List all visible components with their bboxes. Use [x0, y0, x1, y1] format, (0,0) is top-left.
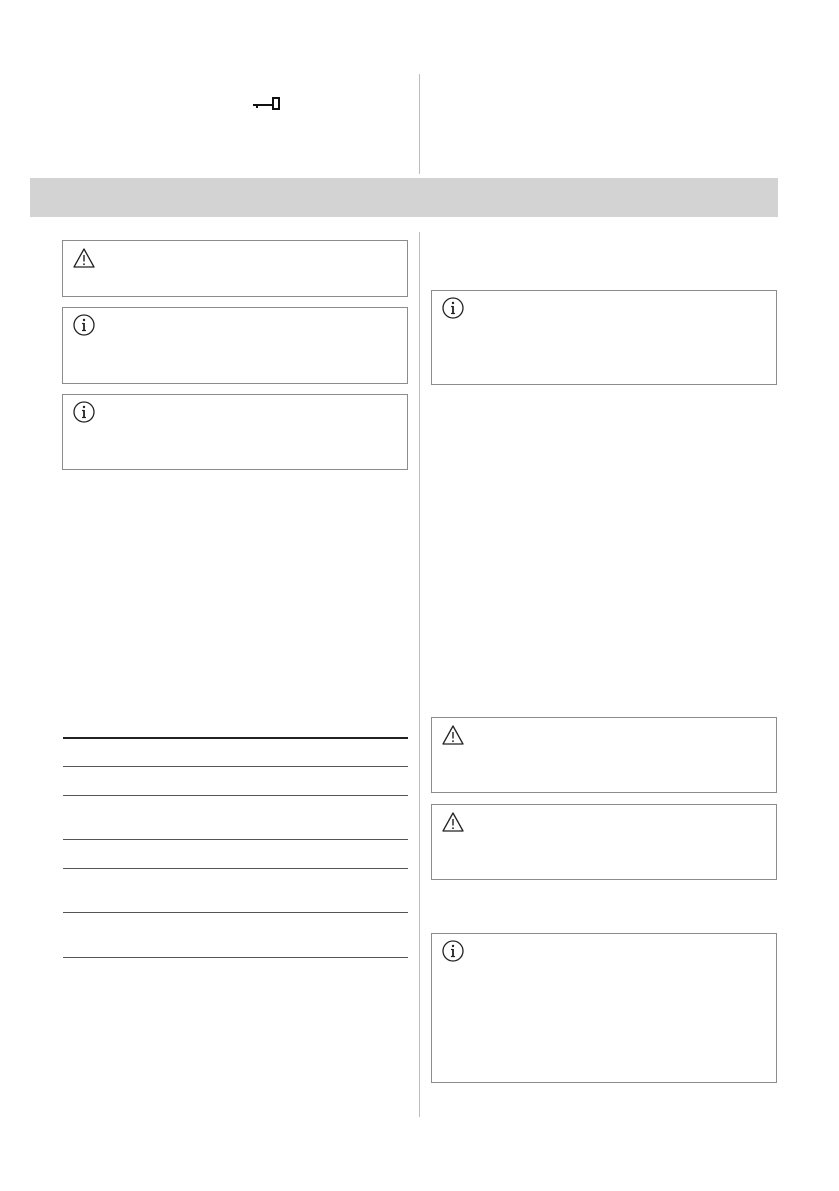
table-row-rule [63, 839, 408, 840]
column-divider [419, 232, 420, 1117]
info-icon [441, 939, 465, 963]
info-note-box [62, 394, 408, 470]
info-icon [441, 296, 465, 320]
warning-icon [72, 246, 96, 270]
warning-icon [441, 810, 465, 834]
warning-note-box [62, 240, 408, 297]
warning-note-box [431, 717, 777, 793]
table-bottom-rule [63, 957, 408, 958]
info-note-box [431, 290, 777, 385]
table-row-rule [63, 912, 408, 913]
table-row-rule [63, 766, 408, 767]
table-row-rule [63, 795, 408, 796]
info-note-box [431, 933, 777, 1083]
warning-icon [441, 723, 465, 747]
section-heading-bar [30, 178, 778, 217]
key-lock-icon [251, 96, 283, 112]
info-note-box [62, 307, 408, 384]
info-icon [72, 400, 96, 424]
warning-note-box [431, 804, 777, 880]
table-header-rule [63, 737, 408, 739]
top-column-divider [419, 74, 420, 174]
table-row-rule [63, 868, 408, 869]
info-icon [72, 313, 96, 337]
